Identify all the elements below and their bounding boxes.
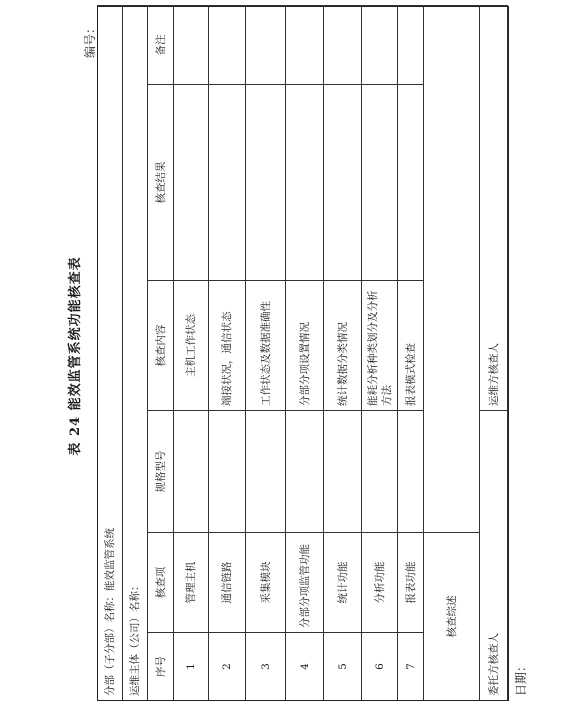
row-seq: 5 [324, 633, 362, 701]
row-content: 主机工作状态 [174, 281, 209, 411]
row-remark [362, 6, 398, 85]
summary-row [424, 6, 480, 701]
row-remark [324, 6, 362, 85]
row-result [286, 85, 324, 281]
operator-reviewer-label: 运维方核查人 [487, 343, 500, 406]
subsection-value: 能效监管系统 [104, 528, 116, 591]
client-reviewer-label: 委托方核查人 [487, 633, 500, 696]
row-result [246, 85, 286, 281]
table-row [246, 6, 286, 701]
row-item: 采集模块 [246, 533, 286, 633]
row-result [209, 85, 246, 281]
client-name-row [123, 6, 148, 701]
row-item: 分部分项监管功能 [286, 533, 324, 633]
subsection-row [98, 6, 123, 701]
header-model: 规格型号 [148, 411, 174, 533]
row-item: 管理主机 [174, 533, 209, 633]
number-label: 编号： [83, 22, 97, 59]
row-content: 分部分项设置情况 [286, 281, 324, 411]
row-seq: 6 [362, 633, 398, 701]
summary-label: 核查综述 [424, 533, 480, 701]
row-remark [174, 6, 209, 85]
table-row [362, 6, 398, 701]
row-remark [246, 6, 286, 85]
row-content: 能耗分析种类划分及分析方法 [362, 281, 398, 411]
date-label: 日期： [514, 659, 528, 696]
table-row [209, 6, 246, 701]
table-row [174, 6, 209, 701]
row-model [246, 411, 286, 533]
header-item: 核查项 [148, 533, 174, 633]
row-remark [209, 6, 246, 85]
row-result [174, 85, 209, 281]
header-seq: 序号 [148, 633, 174, 701]
row-seq: 4 [286, 633, 324, 701]
row-seq: 2 [209, 633, 246, 701]
row-model [209, 411, 246, 533]
header-result: 核查结果 [148, 85, 174, 281]
operator-reviewer-cell [480, 6, 508, 411]
row-model [398, 411, 424, 533]
client-label: 运维主体（公司）名称： [129, 580, 141, 696]
row-item: 通信链路 [209, 533, 246, 633]
client-reviewer-cell [480, 411, 508, 701]
header-row [148, 6, 174, 701]
row-model [324, 411, 362, 533]
signature-row [480, 6, 508, 701]
page-title: 表 24 能效监管系统功能核查表 [68, 256, 83, 456]
row-result [324, 85, 362, 281]
row-model [286, 411, 324, 533]
row-item: 统计功能 [324, 533, 362, 633]
row-content: 统计数据分类情况 [324, 281, 362, 411]
row-content: 工作状态及数据准确性 [246, 281, 286, 411]
check-table [97, 5, 508, 701]
row-item: 报表功能 [398, 533, 424, 633]
table-row [398, 6, 424, 701]
header-content: 核查内容 [148, 281, 174, 411]
table-row [286, 6, 324, 701]
row-content: 报表模式检查 [398, 281, 424, 411]
header-remark: 备注 [148, 6, 174, 85]
row-result [362, 85, 398, 281]
row-item: 分析功能 [362, 533, 398, 633]
table-row [324, 6, 362, 701]
row-remark [398, 6, 424, 85]
row-model [174, 411, 209, 533]
row-content: 端接状况，通信状态 [209, 281, 246, 411]
row-remark [286, 6, 324, 85]
subsection-label: 分部（子分部）名称： [104, 591, 116, 696]
summary-content [424, 6, 480, 533]
row-result [398, 85, 424, 281]
row-model [362, 411, 398, 533]
row-seq: 3 [246, 633, 286, 701]
row-seq: 7 [398, 633, 424, 701]
row-seq: 1 [174, 633, 209, 701]
